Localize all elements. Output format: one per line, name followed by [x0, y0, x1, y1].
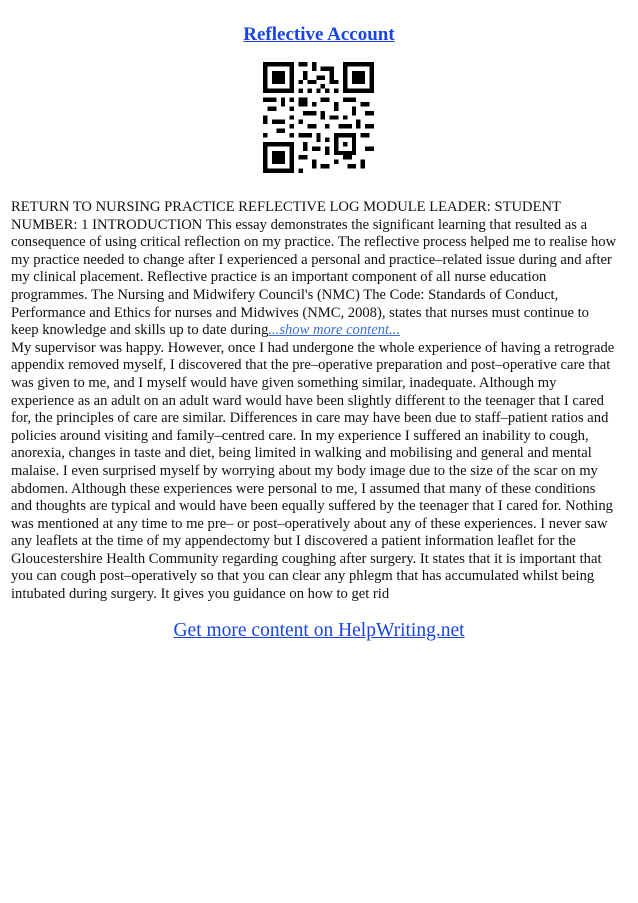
essay-body [11, 199, 617, 604]
get-more-content-link[interactable]: Get more content on HelpWriting.net [173, 620, 465, 641]
intro-text: RETURN TO NURSING PRACTICE REFLECTIVE LOG MODULE LEADER: STUDENT NUMBER: 1 INTRODUCTION This essay demonstrates the significant learning that resulted as a consequence of using critical reflection on my practice. The reflective process helped me to realise how my practice needed to change after I experienced a personal and practice–related issue during and after my clinical placement. Reflective practice is an important component of all nurse education programmes. The Nursing and Midwifery Council's (NMC) The Code: Standards of Conduct, Performance and Ethics for nurses and Midwives (NMC, 2008), states that nurses must continue to keep knowledge and skills up to date during [11, 199, 617, 339]
qr-code-icon [263, 62, 374, 173]
body-paragraph: My supervisor was happy. However, once I had undergone the whole experience of having a retrograde appendix removed myself, I discovered that the pre–operative preparation and post–operative care that was given to me, and I myself would have given something similar, inadequate. Although my experience as an adult on an adult ward would have been slightly different to the teenager that I cared for, the principles of care are similar. Differences in care may have been due to staff–patient ratios and policies around visiting and family–centred care. In my experience I suffered an inability to cough, anorexia, changes in taste and diet, being limited in walking and mobilising and general and mental malaise. I even surprised myself by worrying about my body image due to the size of the scar on my abdomen. Although these experiences were personal to me, I assumed that many of these conditions and thoughts are typical and would have been equally suffered by the teenager that I cared for. Nothing was mentioned at any time to me pre– or post–operatively about any of these experiences. I never saw any leaflets at the time of my appendectomy but I discovered a patient information leaflet for the Gloucestershire Health Community regarding coughing after surgery. It states that it is important that you can cough post–operatively so that you can clear any phlegm that has accumulated whilst being intubated during surgery. It gives you guidance on how to get rid [11, 339, 615, 603]
show-more-link[interactable]: ...show more content... [268, 322, 400, 339]
document-title-link[interactable]: Reflective Account [243, 24, 395, 45]
intro-paragraph [11, 199, 617, 340]
